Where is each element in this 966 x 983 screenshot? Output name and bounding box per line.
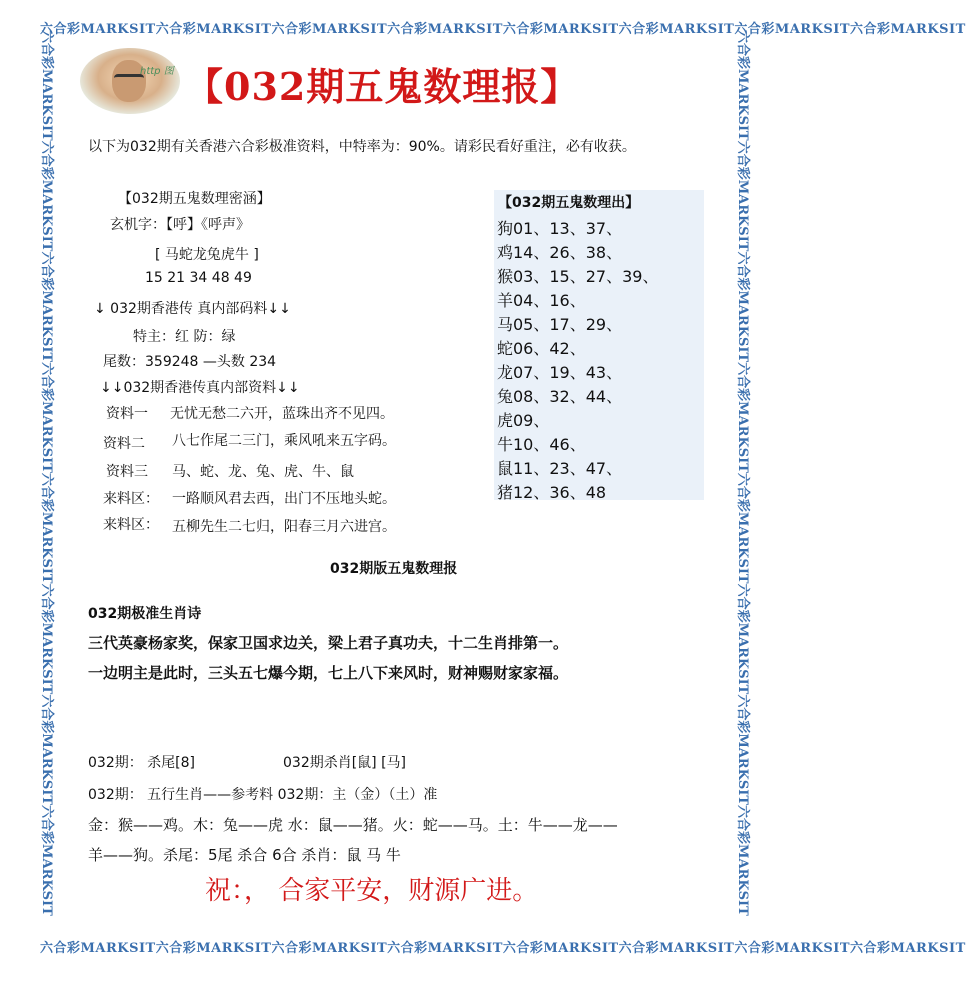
poem-line: 三代英豪杨家奖，保家卫国求边关，梁上君子真功夫，十二生肖排第一。 — [88, 634, 569, 652]
tail-numbers: 尾数：359248 —头数 234 — [103, 354, 277, 370]
info-row-label: 来料区： — [103, 491, 159, 507]
greeting-text: 祝：， 合家平安，财源广进。 — [205, 876, 539, 906]
zodiac-item: 羊04、16、 — [497, 291, 586, 310]
info-row-text: 马、蛇、龙、兔、虎、牛、鼠 — [172, 464, 354, 480]
zodiac-item: 鸡14、26、38、 — [497, 243, 623, 262]
intro-text: 以下为032期有关香港六合彩极准资料，中特率为：90%。请彩民看好重注，必有收获。 — [88, 139, 636, 155]
portrait-photo — [80, 48, 180, 114]
kill-tail: 032期： 杀尾[8] — [88, 755, 196, 771]
page-title: 【032期五鬼数理报】 — [185, 64, 580, 109]
zodiac-item: 兔08、32、44、 — [497, 387, 623, 406]
kill-zodiac: 032期杀肖[鼠] [马] — [283, 755, 407, 771]
zodiac-item: 牛10、46、 — [497, 435, 586, 454]
zodiac-item: 龙07、19、43、 — [497, 363, 623, 382]
secret-section-title: 【032期五鬼数理密涵】 — [118, 191, 271, 207]
info-row-text: 八七作尾二三门，乘风吼来五字码。 — [172, 433, 396, 449]
five-elements-header: 032期： 五行生肖——参考料 032期：主（金）（土）准 — [88, 787, 438, 803]
lucky-numbers: 15 21 34 48 49 — [145, 270, 252, 286]
photo-watermark: http 图 — [140, 66, 174, 77]
poem-title: 032期极准生肖诗 — [88, 606, 202, 622]
info-row-label: 资料三 — [106, 464, 148, 480]
decorative-border-left: 六合彩MARKSIT六合彩MARKSIT六合彩MARKSIT六合彩MARKSIT六合彩MARKSIT六合彩MARKSIT六合彩MARKSIT六合彩MARKSIT — [39, 30, 54, 916]
zodiac-item: 鼠11、23、47、 — [497, 459, 623, 478]
info-row-text: 无忧无愁二六开，蓝珠出齐不见四。 — [170, 406, 394, 422]
info-row-label: 来料区： — [103, 517, 159, 533]
zodiac-item: 马05、17、29、 — [497, 315, 623, 334]
special-color: 特主：红 防：绿 — [133, 329, 236, 345]
five-elements-line: 金：猴——鸡。木：兔——虎 水：鼠——猪。火：蛇——马。土：牛——龙—— — [88, 816, 618, 834]
zodiac-bracket: [ 马蛇龙兔虎牛 ] — [155, 247, 259, 263]
info-row-text: 五柳先生二七归，阳春三月六进宫。 — [172, 519, 396, 535]
zodiac-item: 猪12、36、48 — [497, 483, 607, 502]
zodiac-item: 蛇06、42、 — [497, 339, 586, 358]
decorative-border-top: 六合彩MARKSIT六合彩MARKSIT六合彩MARKSIT六合彩MARKSIT六合彩MARKSIT六合彩MARKSIT六合彩MARKSIT六合彩MARKSIT — [40, 22, 966, 37]
poem-line: 一边明主是此时，三头五七爆今期，七上八下来风时，财神赐财家家福。 — [88, 664, 569, 682]
info-row-label: 资料二 — [103, 436, 145, 452]
info-row-text: 一路顺风君去西，出门不压地头蛇。 — [172, 491, 396, 507]
zodiac-item: 狗01、13、37、 — [497, 219, 623, 238]
info-row-label: 资料一 — [106, 406, 148, 422]
edition-subtitle: 032期版五鬼数理报 — [330, 561, 458, 577]
decorative-border-bottom: 六合彩MARKSIT六合彩MARKSIT六合彩MARKSIT六合彩MARKSIT六合彩MARKSIT六合彩MARKSIT六合彩MARKSIT六合彩MARKSIT — [40, 941, 966, 956]
hk-code-title: ↓ 032期香港传 真内部码料↓↓ — [94, 301, 291, 317]
zodiac-panel-title: 【032期五鬼数理出】 — [498, 195, 640, 211]
five-elements-line: 羊——狗。杀尾：5尾 杀合 6合 杀肖：鼠 马 牛 — [88, 846, 401, 864]
zodiac-item: 猴03、15、27、39、 — [497, 267, 659, 286]
zodiac-item: 虎09、 — [497, 411, 550, 430]
mystery-character: 玄机字：【呼】《呼声》 — [110, 217, 250, 233]
hk-info-title: ↓↓032期香港传真内部资料↓↓ — [100, 380, 300, 396]
decorative-border-right: 六合彩MARKSIT六合彩MARKSIT六合彩MARKSIT六合彩MARKSIT六合彩MARKSIT六合彩MARKSIT六合彩MARKSIT六合彩MARKSIT — [735, 30, 750, 916]
